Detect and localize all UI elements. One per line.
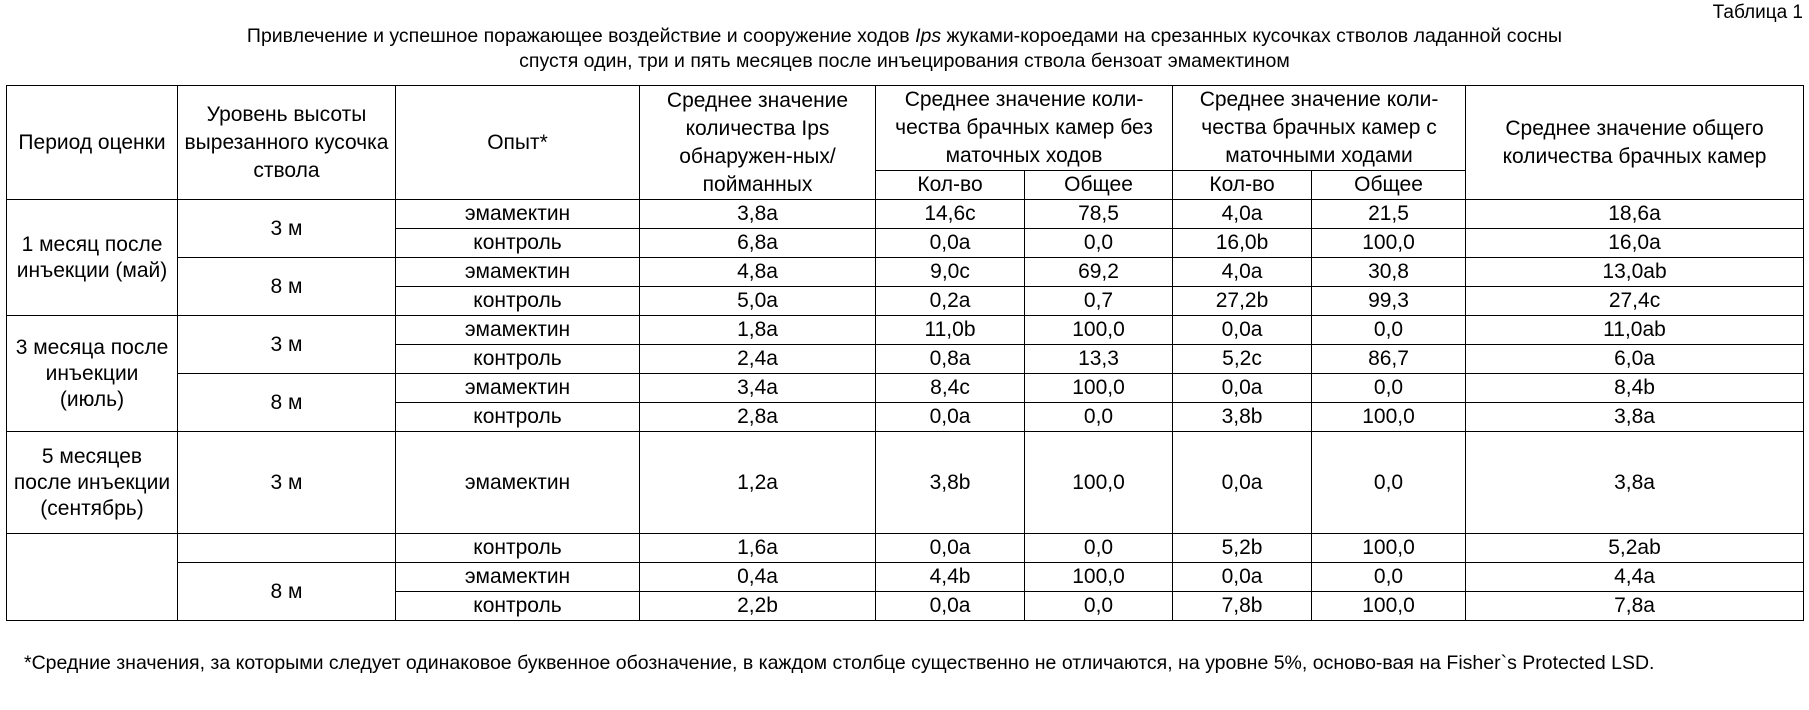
overall-without-cell: 100,0 (1025, 563, 1173, 592)
overall-without-cell: 78,5 (1025, 200, 1173, 229)
total-cell: 3,8a (1466, 403, 1804, 432)
table-title (0, 24, 1809, 74)
overall-without-cell: 13,3 (1025, 345, 1173, 374)
overall-with-cell: 0,0 (1312, 563, 1466, 592)
trial-cell: эмамектин (396, 316, 640, 345)
overall-with-cell: 21,5 (1312, 200, 1466, 229)
count-without-cell: 0,8a (876, 345, 1025, 374)
trial-cell: контроль (396, 534, 640, 563)
total-cell: 7,8a (1466, 592, 1804, 621)
trial-cell: эмамектин (396, 432, 640, 534)
trial-cell: эмамектин (396, 563, 640, 592)
height-cell: 8 м (178, 563, 396, 621)
count-without-cell: 0,0a (876, 592, 1025, 621)
count-without-cell: 3,8b (876, 432, 1025, 534)
footnote: *Средние значения, за которыми следует одинаковое буквенное обозначение, в каждом столбце существенно не отличаются, на уровне 5%, осново-вая на Fisher`s Protected LSD. (24, 652, 1655, 674)
total-cell: 27,4c (1466, 287, 1804, 316)
mean-ips-cell: 2,4a (640, 345, 876, 374)
count-with-cell: 27,2b (1173, 287, 1312, 316)
overall-with-cell: 100,0 (1312, 229, 1466, 258)
header-overall: Общее (1025, 171, 1173, 200)
total-cell: 5,2ab (1466, 534, 1804, 563)
mean-ips-cell: 4,8a (640, 258, 876, 287)
overall-without-cell: 100,0 (1025, 316, 1173, 345)
trial-cell: контроль (396, 287, 640, 316)
table-row (7, 316, 1804, 345)
height-cell: 3 м (178, 432, 396, 534)
height-cell: 8 м (178, 258, 396, 316)
count-with-cell: 3,8b (1173, 403, 1312, 432)
header-trial: Опыт* (396, 86, 640, 200)
table-row (7, 374, 1804, 403)
trial-cell: контроль (396, 403, 640, 432)
overall-without-cell: 100,0 (1025, 374, 1173, 403)
table-row (7, 432, 1804, 534)
overall-without-cell: 100,0 (1025, 432, 1173, 534)
table-row (7, 563, 1804, 592)
total-cell: 11,0ab (1466, 316, 1804, 345)
total-cell: 18,6a (1466, 200, 1804, 229)
total-cell: 6,0a (1466, 345, 1804, 374)
count-without-cell: 0,0a (876, 403, 1025, 432)
total-cell: 8,4b (1466, 374, 1804, 403)
mean-ips-cell: 6,8a (640, 229, 876, 258)
trial-cell: контроль (396, 229, 640, 258)
mean-ips-cell: 2,8a (640, 403, 876, 432)
count-without-cell: 9,0c (876, 258, 1025, 287)
table-label: Таблица 1 (1712, 2, 1803, 23)
trial-cell: контроль (396, 592, 640, 621)
period-cell: 3 месяца после инъекции (июль) (7, 316, 178, 432)
count-with-cell: 16,0b (1173, 229, 1312, 258)
overall-with-cell: 0,0 (1312, 316, 1466, 345)
header-period: Период оценки (7, 86, 178, 200)
title-line-2: спустя один, три и пять месяцев после инъецирования ствола бензоат эмамектином (519, 50, 1290, 72)
header-without-galleries: Среднее значение коли-чества брачных камер без маточных ходов (876, 86, 1173, 171)
count-without-cell: 0,0a (876, 229, 1025, 258)
total-cell: 4,4a (1466, 563, 1804, 592)
height-cell: 3 м (178, 200, 396, 258)
header-height: Уровень высоты вырезанного кусочка ствола (178, 86, 396, 200)
results-table (6, 85, 1804, 621)
overall-without-cell: 0,7 (1025, 287, 1173, 316)
header-overall: Общее (1312, 171, 1466, 200)
trial-cell: эмамектин (396, 258, 640, 287)
overall-without-cell: 0,0 (1025, 229, 1173, 258)
overall-without-cell: 0,0 (1025, 403, 1173, 432)
mean-ips-cell: 3,4a (640, 374, 876, 403)
overall-with-cell: 86,7 (1312, 345, 1466, 374)
period-cell (7, 534, 178, 621)
overall-with-cell: 100,0 (1312, 592, 1466, 621)
count-with-cell: 0,0a (1173, 316, 1312, 345)
mean-ips-cell: 2,2b (640, 592, 876, 621)
total-cell: 16,0a (1466, 229, 1804, 258)
header-mean-ips: Среднее значение количества Ips обнаружен-ных/пойманных (640, 86, 876, 200)
period-cell: 1 месяц после инъекции (май) (7, 200, 178, 316)
count-without-cell: 11,0b (876, 316, 1025, 345)
mean-ips-cell: 1,8a (640, 316, 876, 345)
count-with-cell: 7,8b (1173, 592, 1312, 621)
mean-ips-cell: 0,4a (640, 563, 876, 592)
table-body (7, 200, 1804, 621)
count-without-cell: 8,4c (876, 374, 1025, 403)
header-with-galleries: Среднее значение коли-чества брачных камер с маточными ходами (1173, 86, 1466, 171)
count-with-cell: 0,0a (1173, 374, 1312, 403)
table-row (7, 258, 1804, 287)
title-line-1: Привлечение и успешное поражающее воздействие и сооружение ходов Ips жуками-короедами на срезанных кусочках стволов ладанной сосны (246, 25, 1563, 47)
header-total: Среднее значение общего количества брачных камер (1466, 86, 1804, 200)
total-cell: 3,8a (1466, 432, 1804, 534)
count-with-cell: 0,0a (1173, 563, 1312, 592)
count-with-cell: 4,0a (1173, 258, 1312, 287)
trial-cell: эмамектин (396, 374, 640, 403)
count-with-cell: 4,0a (1173, 200, 1312, 229)
overall-with-cell: 100,0 (1312, 403, 1466, 432)
overall-with-cell: 0,0 (1312, 432, 1466, 534)
overall-without-cell: 69,2 (1025, 258, 1173, 287)
height-cell: 3 м (178, 316, 396, 374)
height-cell: 8 м (178, 374, 396, 432)
count-without-cell: 4,4b (876, 563, 1025, 592)
count-with-cell: 5,2b (1173, 534, 1312, 563)
overall-with-cell: 0,0 (1312, 374, 1466, 403)
mean-ips-cell: 1,2a (640, 432, 876, 534)
count-without-cell: 0,2a (876, 287, 1025, 316)
count-with-cell: 0,0a (1173, 432, 1312, 534)
overall-without-cell: 0,0 (1025, 592, 1173, 621)
overall-with-cell: 30,8 (1312, 258, 1466, 287)
mean-ips-cell: 3,8a (640, 200, 876, 229)
table-row (7, 534, 1804, 563)
count-with-cell: 5,2c (1173, 345, 1312, 374)
mean-ips-cell: 5,0a (640, 287, 876, 316)
header-count: Кол-во (1173, 171, 1312, 200)
header-count: Кол-во (876, 171, 1025, 200)
count-without-cell: 0,0a (876, 534, 1025, 563)
period-cell: 5 месяцев после инъекции (сентябрь) (7, 432, 178, 534)
trial-cell: контроль (396, 345, 640, 374)
height-cell (178, 534, 396, 563)
count-without-cell: 14,6c (876, 200, 1025, 229)
overall-with-cell: 100,0 (1312, 534, 1466, 563)
overall-without-cell: 0,0 (1025, 534, 1173, 563)
trial-cell: эмамектин (396, 200, 640, 229)
title-genus: Ips (915, 25, 942, 47)
overall-with-cell: 99,3 (1312, 287, 1466, 316)
table-row (7, 200, 1804, 229)
mean-ips-cell: 1,6a (640, 534, 876, 563)
total-cell: 13,0ab (1466, 258, 1804, 287)
